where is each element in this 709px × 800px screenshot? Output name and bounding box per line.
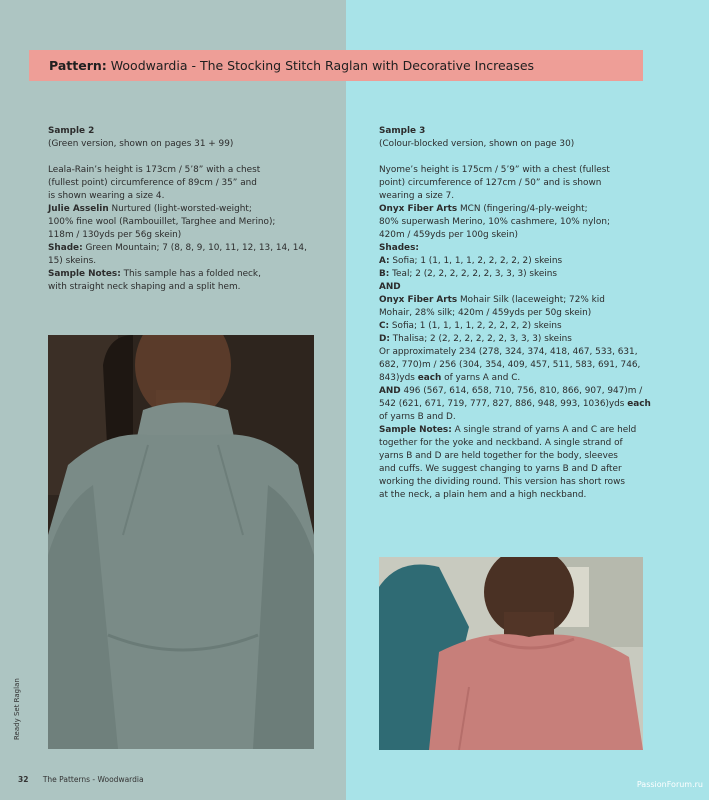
model-line: Nyome’s height is 175cm / 5’9” with a chest (fullest [379,165,610,175]
pink-sweater-illustration [379,557,643,750]
pattern-title-banner [29,50,643,81]
approx-text: 542 (621, 671, 719, 777, 827, 886, 948, 993, 1036)yds [379,399,628,409]
shade-letter: A: [379,256,390,266]
page-footer [18,775,144,784]
shade-line [379,255,661,268]
model-line: wearing a size 7. [379,191,455,201]
yarn-line [48,203,318,216]
notes-line: with straight neck shaping and a split hem. [48,282,241,292]
approx-text: 496 (567, 614, 658, 710, 756, 810, 866, 907, 947)m / [400,386,643,396]
shade-line [379,268,661,281]
shade-line [379,320,661,333]
shade-detail: Sofia; 1 (1, 1, 1, 1, 2, 2, 2, 2, 2) skeins [389,321,562,331]
approx-line: Or approximately 234 (278, 324, 374, 418, 467, 533, 631, [379,347,638,357]
yarn-brand: Julie Asselin [48,204,109,214]
yarn-line: 100% fine wool (Rambouillet, Targhee and Merino); [48,217,276,227]
approx-line [379,372,661,385]
shade-detail: Teal; 2 (2, 2, 2, 2, 2, 2, 3, 3, 3) skeins [389,269,558,279]
approx-line: of yarns B and D. [379,412,456,422]
approx-text: 843)yds [379,373,418,383]
watermark: PassionForum.ru [636,780,703,789]
shade-line: 15) skeins. [48,256,97,266]
notes-line [379,424,661,437]
notes-label: Sample Notes: [379,425,452,435]
each-label: each [627,399,651,409]
model-line: is shown wearing a size 4. [48,191,165,201]
yarn-brand: Onyx Fiber Arts [379,295,458,305]
yarn-line: 420m / 459yds per 100g skein) [379,230,518,240]
notes-line: at the neck, a plain hem and a high neckband. [379,490,587,500]
pink-sweater-photo [379,557,643,750]
yarn-detail: MCN (fingering/4-ply-weight; [457,204,588,214]
notes-detail: A single strand of yarns A and C are held [451,425,637,435]
sample-2-subheading: (Green version, shown on pages 31 + 99) [48,139,234,149]
notes-line: together for the yoke and neckband. A single strand of [379,438,623,448]
sample-3-column [379,125,661,502]
page-number: 32 [18,775,29,784]
green-sweater-photo [48,335,314,749]
approx-line: 682, 770)m / 256 (304, 354, 409, 457, 511, 583, 691, 746, [379,360,641,370]
shade-label: Shade: [48,243,83,253]
banner-label: Pattern: [49,58,107,73]
book-title-side-label: Ready Set Raglan [13,678,21,740]
sample-3-heading: Sample 3 [379,126,426,136]
shade-detail: Thalisa; 2 (2, 2, 2, 2, 2, 2, 3, 3, 3) skeins [389,334,572,344]
shade-line [379,333,661,346]
shade-letter: B: [379,269,390,279]
notes-line: and cuffs. We suggest changing to yarns B and D after [379,464,622,474]
sample-3-subheading: (Colour-blocked version, shown on page 30) [379,139,575,149]
yarn-line [379,203,661,216]
sample-2-column [48,125,318,294]
and-label: AND [379,386,401,396]
shades-label: Shades: [379,243,419,253]
model-line: (fullest point) circumference of 89cm / 35” and [48,178,257,188]
yarn-brand: Onyx Fiber Arts [379,204,458,214]
section-title: The Patterns - Woodwardia [42,775,144,784]
and-separator: AND [379,282,401,292]
approx-line [379,398,661,411]
yarn-line: 80% superwash Merino, 10% cashmere, 10% nylon; [379,217,610,227]
approx-line [379,385,661,398]
shade-detail: Sofia; 1 (1, 1, 1, 1, 2, 2, 2, 2, 2) skeins [389,256,563,266]
yarn-line [379,294,661,307]
shade-letter: D: [379,334,390,344]
green-sweater-illustration [48,335,314,749]
yarn-detail: Mohair Silk (laceweight; 72% kid [457,295,605,305]
shade-detail: Green Mountain; 7 (8, 8, 9, 10, 11, 12, 13, 14, 14, [82,243,307,253]
model-line: Leala-Rain’s height is 173cm / 5’8” with a chest [48,165,261,175]
shade-line [48,242,318,255]
banner-title: Woodwardia - The Stocking Stitch Raglan with Decorative Increases [110,58,535,73]
yarn-line: 118m / 130yds per 56g skein) [48,230,182,240]
each-label: each [417,373,442,383]
notes-line: working the dividing round. This version has short rows [379,477,625,487]
notes-line [48,268,318,281]
notes-label: Sample Notes: [48,269,121,279]
yarn-line: Mohair, 28% silk; 420m / 459yds per 50g skein) [379,308,592,318]
notes-line: yarns B and D are held together for the body, sleeves [379,451,618,461]
sample-2-heading: Sample 2 [48,126,95,136]
model-line: point) circumference of 127cm / 50” and is shown [379,178,602,188]
shade-letter: C: [379,321,390,331]
notes-detail: This sample has a folded neck, [120,269,261,279]
yarn-detail: Nurtured (light-worsted-weight; [108,204,252,214]
approx-text: of yarns A and C. [441,373,521,383]
